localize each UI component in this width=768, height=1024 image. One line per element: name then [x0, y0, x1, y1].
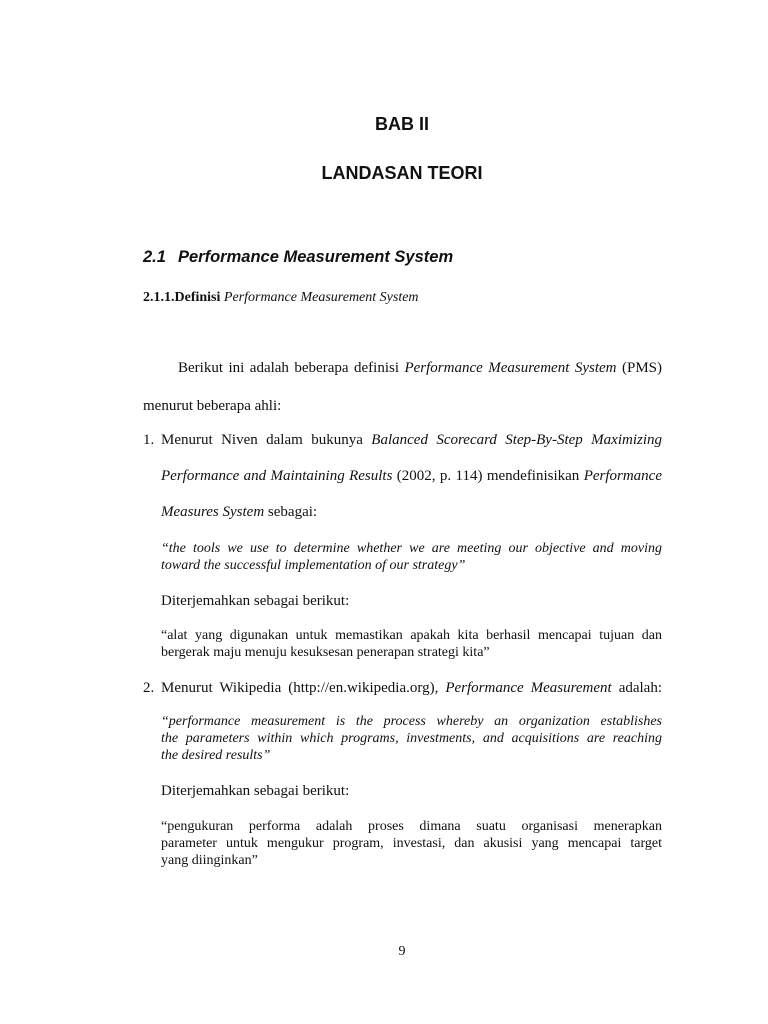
item2-marker: 2.	[143, 680, 155, 696]
chapter-label: BAB II	[375, 114, 429, 134]
item1-line-3: Measures System sebagai:	[161, 504, 318, 520]
item1-translation: “alat yang digunakan untuk memastikan apakah kita berhasil mencapai tujuan dan bergerak maju menuju kesuksesan penerapan strategi kita”	[161, 628, 662, 660]
intro-line-1: Berikut ini adalah beberapa definisi Performance Measurement System (PMS)	[178, 360, 662, 376]
subsection-label: Definisi	[174, 290, 224, 305]
section-title: Performance Measurement System	[178, 248, 454, 266]
subsection-title: Performance Measurement System	[223, 290, 419, 305]
item2-line-1: Menurut Wikipedia (http://en.wikipedia.org), Performance Measurement adalah:	[161, 680, 663, 696]
item2-quote: “performance measurement is the process whereby an organization establishes the parameters within which programs, investments, and acquisitions are reaching the desired results”	[161, 714, 662, 763]
item1-translation-label: Diterjemahkan sebagai berikut:	[161, 593, 350, 609]
item1-quote: “the tools we use to determine whether we are meeting our objective and moving toward the successful implementation of our strategy”	[161, 541, 662, 573]
item2-translation: “pengukuran performa adalah proses dimana suatu organisasi menerapkan parameter untuk mengukur program, investasi, dan akusisi yang mencapai target yang diinginkan”	[161, 819, 662, 868]
item2-translation-label: Diterjemahkan sebagai berikut:	[161, 783, 350, 799]
intro-line-2: menurut beberapa ahli:	[143, 398, 282, 414]
item1-marker: 1.	[143, 432, 155, 448]
item1-line-1: Menurut Niven dalam bukunya Balanced Scorecard Step-By-Step Maximizing	[161, 432, 663, 448]
section-heading	[143, 247, 453, 267]
item1-line-2: Performance and Maintaining Results (2002, p. 114) mendefinisikan Performance	[161, 468, 662, 484]
subsection-number: 2.1.1.	[143, 290, 175, 305]
subsection-heading	[143, 289, 419, 307]
page-number: 9	[398, 944, 406, 959]
chapter-title: LANDASAN TEORI	[321, 163, 483, 183]
section-number: 2.1	[143, 248, 166, 266]
